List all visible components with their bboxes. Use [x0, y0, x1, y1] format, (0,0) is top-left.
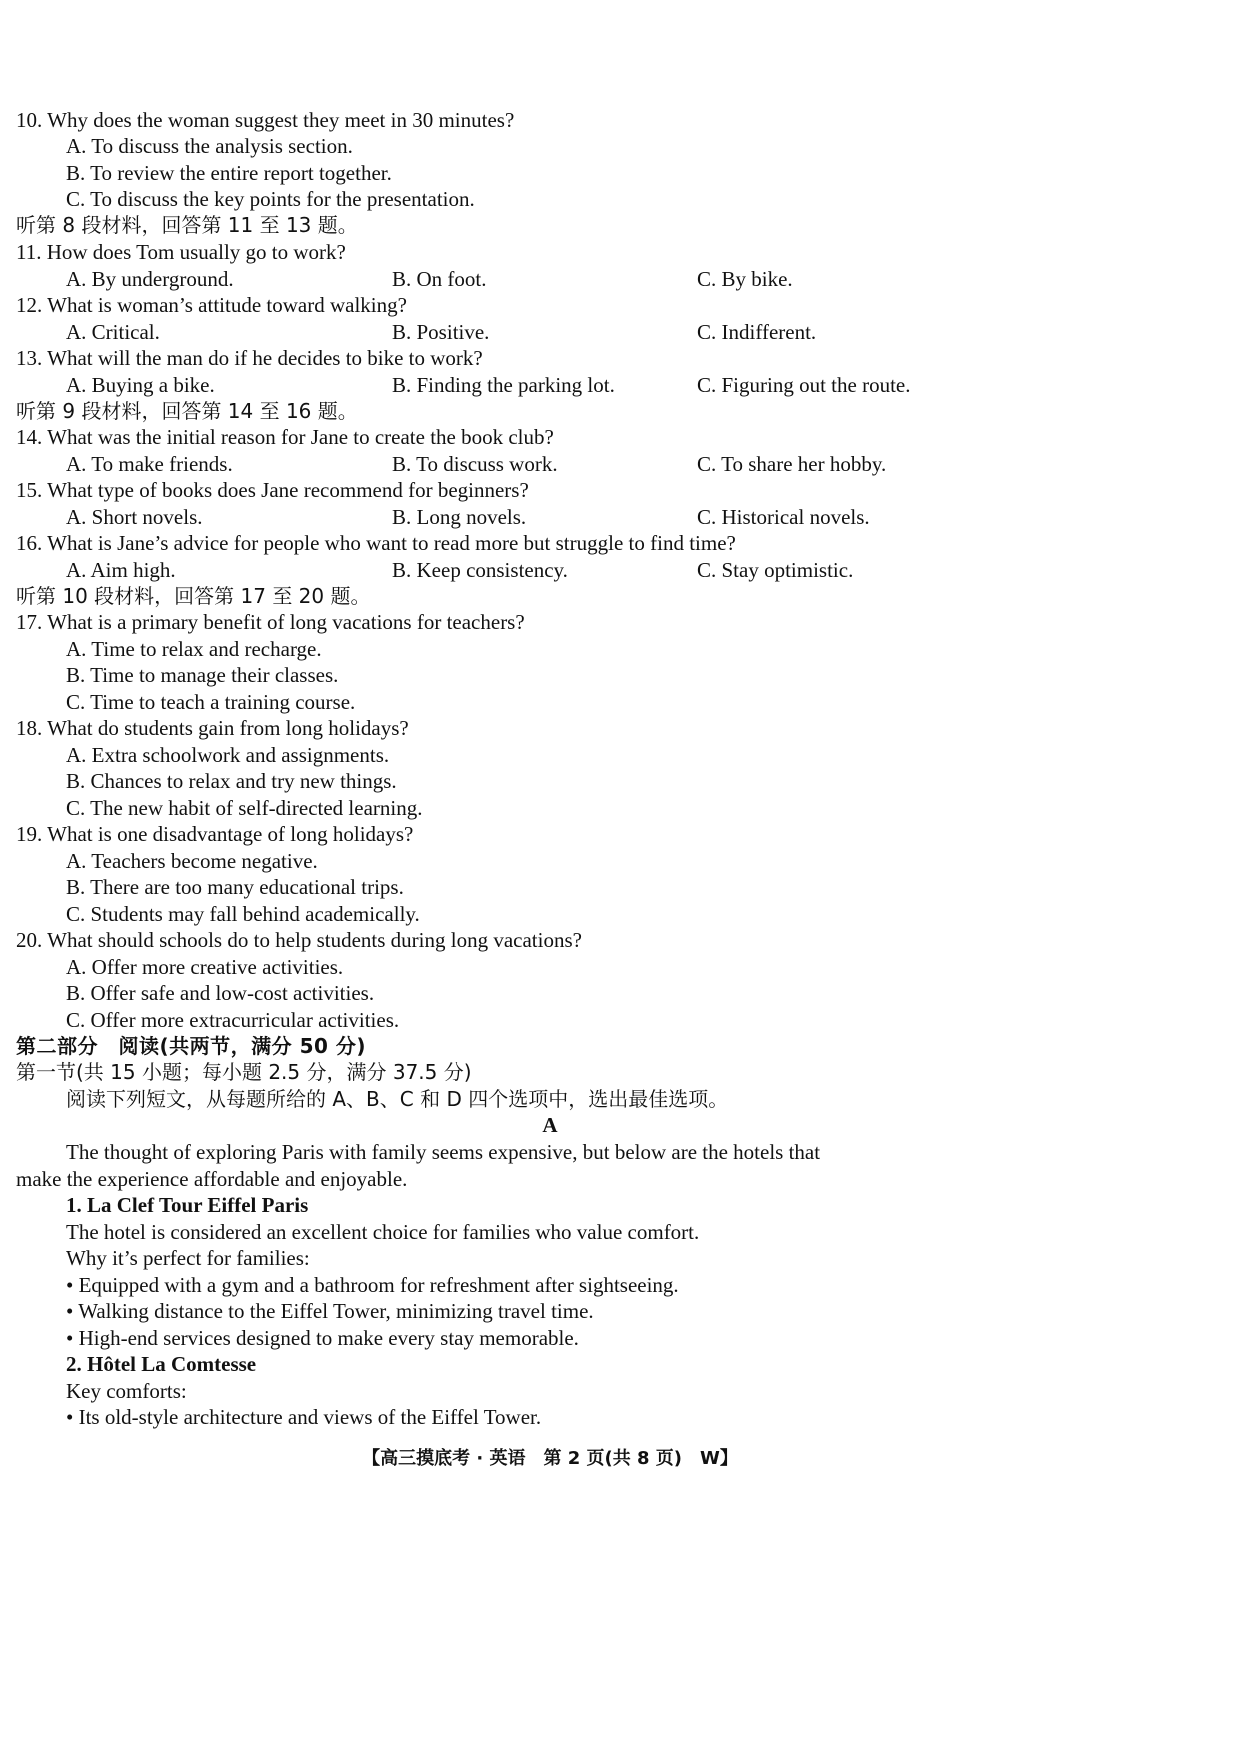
question-13-option-a: A. Buying a bike.: [66, 373, 215, 397]
question-19-option-b: B. There are too many educational trips.: [66, 875, 404, 899]
question-12-option-a: A. Critical.: [66, 320, 160, 344]
question-17-option-c: C. Time to teach a training course.: [66, 690, 356, 714]
section-8-instruction: 听第 8 段材料，回答第 11 至 13 题。: [16, 213, 358, 237]
question-17-stem: 17. What is a primary benefit of long vacations for teachers?: [16, 610, 525, 634]
question-12-option-c: C. Indifferent.: [697, 320, 817, 344]
question-18-option-a: A. Extra schoolwork and assignments.: [66, 743, 390, 767]
hotel-1-bullet-1: • Equipped with a gym and a bathroom for refreshment after sightseeing.: [66, 1273, 679, 1297]
hotel-2-title: 2. Hôtel La Comtesse: [66, 1352, 257, 1376]
page-footer: 【高三摸底考 · 英语 第 2 页(共 8 页) W】: [362, 1448, 738, 1469]
question-14-option-b: B. To discuss work.: [392, 452, 558, 476]
hotel-1-bullet-2: • Walking distance to the Eiffel Tower, minimizing travel time.: [66, 1299, 594, 1323]
question-13-option-b: B. Finding the parking lot.: [392, 373, 615, 397]
question-13-option-c: C. Figuring out the route.: [697, 373, 911, 397]
question-10-option-a: A. To discuss the analysis section.: [66, 134, 353, 158]
question-10-stem: 10. Why does the woman suggest they meet in 30 minutes?: [16, 108, 515, 132]
section-one-title: 第一节(共 15 小题；每小题 2.5 分，满分 37.5 分): [16, 1060, 472, 1084]
question-17-option-a: A. Time to relax and recharge.: [66, 637, 322, 661]
question-10-option-c: C. To discuss the key points for the presentation.: [66, 187, 475, 211]
hotel-1-description: The hotel is considered an excellent choice for families who value comfort.: [66, 1220, 700, 1244]
hotel-1-bullet-3: • High-end services designed to make every stay memorable.: [66, 1326, 579, 1350]
question-14-stem: 14. What was the initial reason for Jane to create the book club?: [16, 425, 554, 449]
question-18-stem: 18. What do students gain from long holidays?: [16, 716, 409, 740]
question-12-stem: 12. What is woman’s attitude toward walking?: [16, 293, 407, 317]
hotel-1-title: 1. La Clef Tour Eiffel Paris: [66, 1193, 309, 1217]
passage-label: A: [542, 1113, 558, 1137]
question-15-stem: 15. What type of books does Jane recommend for beginners?: [16, 478, 529, 502]
question-15-option-b: B. Long novels.: [392, 505, 527, 529]
question-12-option-b: B. Positive.: [392, 320, 490, 344]
question-14-option-a: A. To make friends.: [66, 452, 233, 476]
hotel-2-key-heading: Key comforts:: [66, 1379, 187, 1403]
part-two-title: 第二部分 阅读(共两节，满分 50 分): [16, 1034, 367, 1058]
question-11-option-a: A. By underground.: [66, 267, 234, 291]
question-11-option-c: C. By bike.: [697, 267, 793, 291]
question-17-option-b: B. Time to manage their classes.: [66, 663, 339, 687]
reading-instruction: 阅读下列短文，从每题所给的 A、B、C 和 D 四个选项中，选出最佳选项。: [66, 1087, 729, 1111]
hotel-2-bullet-1: • Its old-style architecture and views of the Eiffel Tower.: [66, 1405, 542, 1429]
question-15-option-a: A. Short novels.: [66, 505, 203, 529]
passage-intro-line-1: The thought of exploring Paris with family seems expensive, but below are the hotels that: [66, 1140, 821, 1164]
hotel-1-why-heading: Why it’s perfect for families:: [66, 1246, 310, 1270]
question-20-option-b: B. Offer safe and low-cost activities.: [66, 981, 375, 1005]
question-16-option-c: C. Stay optimistic.: [697, 558, 854, 582]
question-19-option-a: A. Teachers become negative.: [66, 849, 318, 873]
question-11-option-b: B. On foot.: [392, 267, 487, 291]
question-20-option-a: A. Offer more creative activities.: [66, 955, 344, 979]
section-10-instruction: 听第 10 段材料，回答第 17 至 20 题。: [16, 584, 371, 608]
question-15-option-c: C. Historical novels.: [697, 505, 870, 529]
question-19-stem: 19. What is one disadvantage of long holidays?: [16, 822, 414, 846]
question-13-stem: 13. What will the man do if he decides to bike to work?: [16, 346, 483, 370]
question-19-option-c: C. Students may fall behind academically.: [66, 902, 420, 926]
question-16-option-a: A. Aim high.: [66, 558, 176, 582]
question-18-option-c: C. The new habit of self-directed learning.: [66, 796, 423, 820]
question-16-option-b: B. Keep consistency.: [392, 558, 568, 582]
question-18-option-b: B. Chances to relax and try new things.: [66, 769, 397, 793]
question-20-stem: 20. What should schools do to help students during long vacations?: [16, 928, 582, 952]
question-20-option-c: C. Offer more extracurricular activities.: [66, 1008, 400, 1032]
question-16-stem: 16. What is Jane’s advice for people who want to read more but struggle to find time?: [16, 531, 736, 555]
passage-intro-line-2: make the experience affordable and enjoyable.: [16, 1167, 408, 1191]
question-14-option-c: C. To share her hobby.: [697, 452, 887, 476]
question-11-stem: 11. How does Tom usually go to work?: [16, 240, 346, 264]
section-9-instruction: 听第 9 段材料，回答第 14 至 16 题。: [16, 399, 358, 423]
question-10-option-b: B. To review the entire report together.: [66, 161, 392, 185]
